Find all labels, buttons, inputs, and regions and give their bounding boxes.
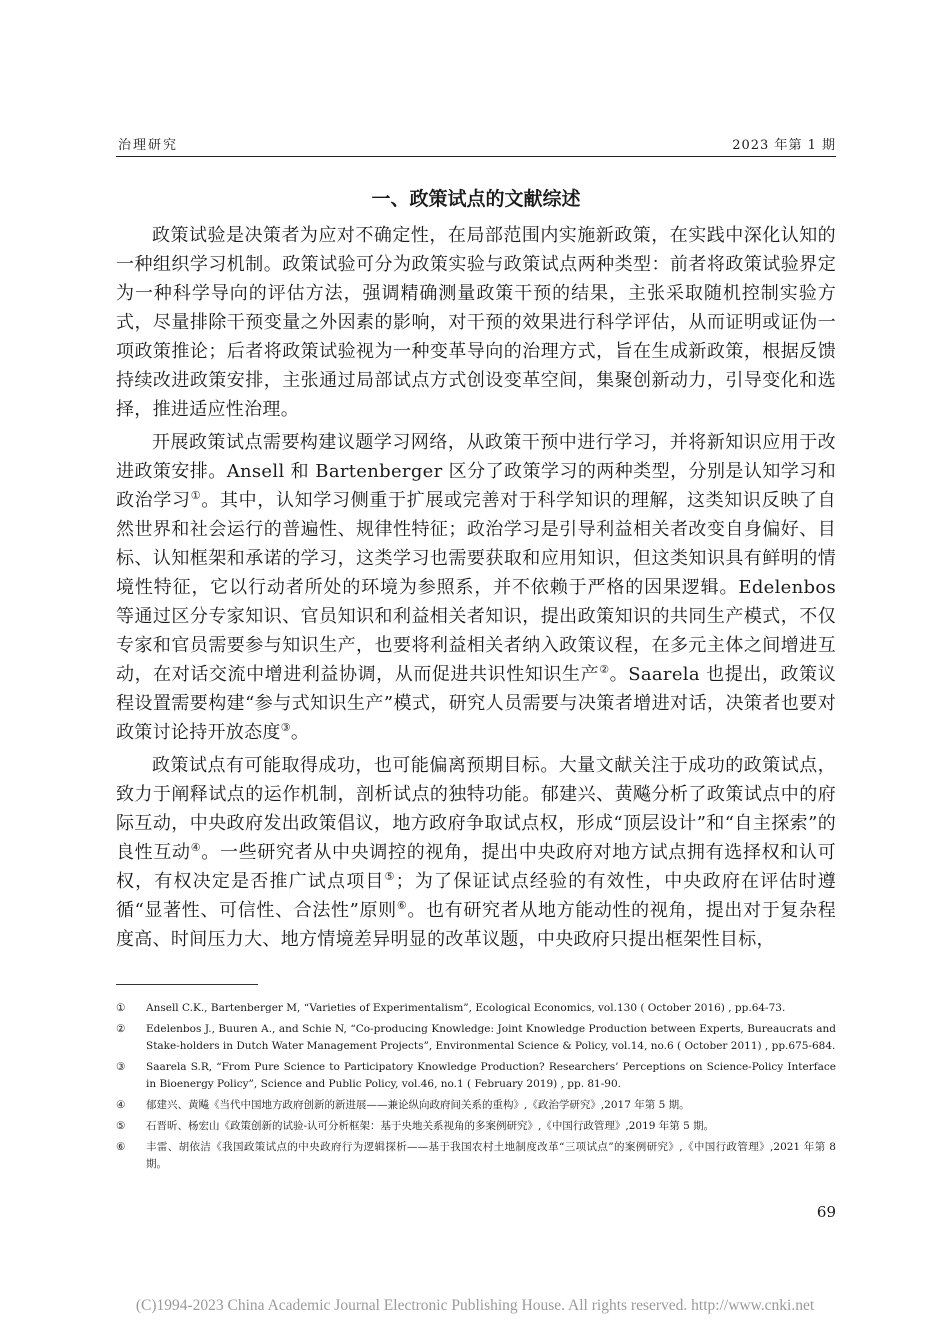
footnote-item <box>116 1118 836 1135</box>
section-title: 一、政策试点的文献综述 <box>371 188 581 210</box>
header-divider <box>116 156 836 157</box>
footnote-ref-6[interactable]: ⑥ <box>396 899 408 912</box>
footnote-ref-5[interactable]: ⑤ <box>384 870 396 883</box>
paragraph-3-text-c: ；为了保证试点经验的有效性，中央政府在评估时遵循“显著性、可信性、合法性”原则 <box>116 871 836 921</box>
paragraph-1 <box>116 221 836 424</box>
copyright-watermark: (C)1994-2023 China Academic Journal Electronic Publishing House. All rights reserved. http://www.cnki.net <box>135 1297 815 1314</box>
running-header-issue: 2023 年第 1 期 <box>732 138 836 153</box>
footnotes <box>116 1000 836 1177</box>
footnote-item <box>116 1139 836 1173</box>
footnote-ref-2[interactable]: ② <box>599 663 610 676</box>
footnote-text: Saarela S.R, “From Pure Science to Participatory Knowledge Production? Researchers’ Perceptions on Science-Policy Interface in Bioenergy Policy”, Science and Public Policy, vol.46, no.1 ( February 2019) , pp. 81-90. <box>146 1061 836 1090</box>
running-header-journal: 治理研究 <box>118 138 179 153</box>
paragraph-2-text-b: 。其中，认知学习侧重于扩展或完善对于科学知识的理解，这类知识反映了自然世界和社会运行的普遍性、规律性特征；政治学习是引导利益相关者改变自身偏好、目标、认知框架和承诺的学习，这类学习也需要获取和应用知识，但这类知识具有鲜明的情境性特征，它以行动者所处的环境为参照系，并不依赖于严格的因果逻辑。Edelenbos 等通过区分专家知识、官员知识和利益相关者知识，提出政策知识的共同生产模式，不仅专家和官员需要参与知识生产，也要将利益相关者纳入政策议程，在多元主体之间增进互动，在对话交流中增进利益协调，从而促进共识性知识生产 <box>116 490 836 685</box>
paragraph-1-text: 政策试验是决策者为应对不确定性，在局部范围内实施新政策，在实践中深化认知的一种组织学习机制。政策试验可分为政策实验与政策试点两种类型：前者将政策试验界定为一种科学导向的评估方法，强调精确测量政策干预的结果，主张采取随机控制实验方式，尽量排除干预变量之外因素的影响，对干预的效果进行科学评估，从而证明或证伪一项政策推论；后者将政策试验视为一种变革导向的治理方式，旨在生成新政策，根据反馈持续改进政策安排，主张通过局部试点方式创设变革空间，集聚创新动力，引导变化和选择，推进适应性治理。 <box>116 225 836 420</box>
footnote-number: ④ <box>116 1099 126 1111</box>
footnote-number: ① <box>116 1002 126 1014</box>
paragraph-2 <box>116 428 836 747</box>
footnote-text: Edelenbos J., Buuren A., and Schie N, “Co-producing Knowledge: Joint Knowledge Production between Experts, Bureaucrats and Stake-holders in Dutch Water Management Projects”, Environmental Science & Policy, vol.14, no.6 ( October 2011) , pp.675-684. <box>146 1023 836 1052</box>
footnote-text: 郁建兴、黄飚《当代中国地方政府创新的新进展——兼论纵向政府间关系的重构》,《政治学研究》,2017 年第 5 期。 <box>146 1099 690 1111</box>
footnote-ref-1[interactable]: ① <box>190 489 202 502</box>
paragraph-2-text-c: 。Saarela 也提出，政策议程设置需要构建“参与式知识生产”模式，研究人员需要与决策者增进对话，决策者也要对政策讨论持开放态度 <box>116 664 836 743</box>
paragraph-2-text-a: 开展政策试点需要构建议题学习网络，从政策干预中进行学习，并将新知识应用于改进政策安排。Ansell 和 Bartenberger 区分了政策学习的两种类型，分别是认知学习和政治学习 <box>116 432 836 511</box>
footnote-item <box>116 1000 836 1017</box>
footnote-item <box>116 1021 836 1055</box>
footnote-ref-4[interactable]: ④ <box>190 841 202 854</box>
paragraph-2-text-d: 。 <box>290 722 310 743</box>
footnote-item <box>116 1059 836 1093</box>
paragraph-3-text-b: 。一些研究者从中央调控的视角，提出中央政府对地方试点拥有选择权和认可权，有权决定是否推广试点项目 <box>116 842 836 892</box>
footnote-divider <box>116 984 258 985</box>
paragraph-3-text-a: 政策试点有可能取得成功，也可能偏离预期目标。大量文献关注于成功的政策试点，致力于阐释试点的运作机制，剖析试点的独特功能。郁建兴、黄飚分析了政策试点中的府际互动，中央政府发出政策倡议，地方政府争取试点权，形成“顶层设计”和“自主探索”的良性互动 <box>116 755 836 863</box>
footnote-number: ② <box>116 1023 126 1035</box>
footnote-ref-3[interactable]: ③ <box>280 721 291 734</box>
paragraph-3 <box>116 751 836 954</box>
footnote-number: ③ <box>116 1061 126 1073</box>
footnote-text: 石晋昕、杨宏山《政策创新的试验-认可分析框架：基于央地关系视角的多案例研究》,《中国行政管理》,2019 年第 5 期。 <box>146 1120 715 1132</box>
paragraph-3-text-d: 。也有研究者从地方能动性的视角，提出对于复杂程度高、时间压力大、地方情境差异明显的改革议题，中央政府只提出框架性目标， <box>116 900 836 950</box>
footnote-number: ⑤ <box>116 1120 126 1132</box>
footnote-number: ⑥ <box>116 1141 126 1153</box>
body-text <box>116 221 836 954</box>
footnote-item <box>116 1097 836 1114</box>
footnote-text: Ansell C.K., Bartenberger M, “Varieties of Experimentalism”, Ecological Economics, vol.130 ( October 2016) , pp.64-73. <box>146 1002 786 1014</box>
page-number: 69 <box>816 1203 836 1221</box>
footnote-text: 丰雷、胡依洁《我国政策试点的中央政府行为逻辑探析——基于我国农村土地制度改革“三项试点”的案例研究》,《中国行政管理》,2021 年第 8 期。 <box>146 1141 836 1170</box>
